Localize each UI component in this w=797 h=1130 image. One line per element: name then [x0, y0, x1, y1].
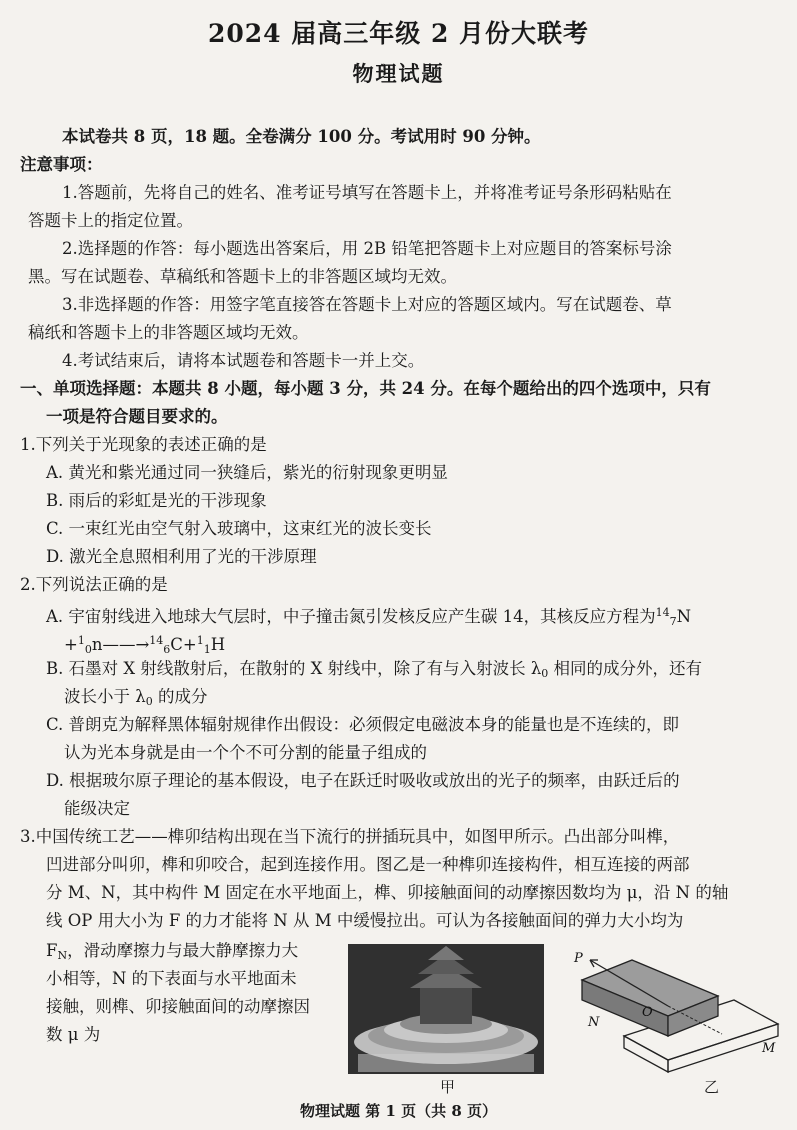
figure-yi-caption: 乙: [704, 1078, 720, 1096]
q1-option-d: D. 激光全息照相利用了光的干涉原理: [46, 547, 317, 566]
notice-item: 4.考试结束后，请将本试题卷和答题卡一并上交。: [62, 351, 425, 370]
notice-heading: 注意事项：: [20, 155, 103, 174]
label-p: P: [574, 951, 583, 966]
q3-line: 小相等，N 的下表面与水平地面未: [46, 969, 297, 988]
q1-option-b: B. 雨后的彩虹是光的干涉现象: [46, 491, 267, 510]
q3-line: 3.中国传统工艺——榫卯结构出现在当下流行的拼插玩具中，如图甲所示。凸出部分叫榫，: [20, 827, 680, 846]
q3-line: 接触，则榫、卯接触面间的动摩擦因: [46, 997, 310, 1016]
q2-option-d-line2: 能级决定: [64, 799, 130, 818]
figure-yi-diagram: [572, 938, 784, 1088]
section-heading: 一、单项选择题：本题共 8 小题，每小题 3 分，共 24 分。在每个题给出的四个选项中，只有: [20, 379, 711, 398]
label-o: O: [642, 1005, 653, 1020]
label-m: M: [762, 1041, 776, 1056]
notice-item: 稿纸和答题卡上的非答题区域均无效。: [28, 323, 309, 342]
figure-jia-caption: 甲: [440, 1078, 456, 1096]
notice-item: 答题卡上的指定位置。: [28, 211, 193, 230]
notice-item: 黑。写在试题卷、草稿纸和答题卡上的非答题区域均无效。: [28, 267, 457, 286]
q1-option-c: C. 一束红光由空气射入玻璃中，这束红光的波长变长: [46, 519, 432, 538]
notice-item: 1.答题前，先将自己的姓名、准考证号填写在答题卡上，并将准考证号条形码粘贴在: [62, 183, 672, 202]
q2-option-d-line1: D. 根据玻尔原子理论的基本假设，电子在跃迁时吸收或放出的光子的频率，由跃迁后的: [46, 771, 680, 790]
figure-jia-photo: [348, 944, 544, 1074]
q2-option-b-line1: B. 石墨对 X 射线散射后，在散射的 X 射线中，除了有与入射波长 $\lambda_0$ 相同的成分外，还有: [46, 659, 703, 680]
q2-option-b-line2: 波长小于 $\lambda_0$ 的成分: [64, 687, 208, 708]
q2-option-c-line2: 认为光本身就是由一个个不可分割的能量子组成的: [64, 743, 427, 762]
q2-option-a-line2: +$^1_0$n——→$^{14}_6$C+$^1_1$H: [64, 634, 226, 656]
q3-line: 分 M、N，其中构件 M 固定在水平地面上，榫、卯接触面间的动摩擦因数均为 μ，沿 N 的轴: [46, 883, 729, 902]
q1-option-a: A. 黄光和紫光通过同一狭缝后，紫光的衍射现象更明显: [46, 463, 448, 482]
exam-title: 2024 届高三年级 2 月份大联考: [207, 19, 590, 48]
exam-subtitle: 物理试题: [352, 61, 445, 86]
notice-item: 2.选择题的作答：每小题选出答案后，用 2B 铅笔把答题卡上对应题目的答案标号涂: [62, 239, 672, 258]
intro-line: 本试卷共 8 页，18 题。全卷满分 100 分。考试用时 90 分钟。: [62, 127, 541, 146]
section-heading-cont: 一项是符合题目要求的。: [46, 407, 228, 426]
label-n: N: [588, 1015, 600, 1030]
q3-line: 凹进部分叫卯，榫和卯咬合，起到连接作用。图乙是一种榫卯连接构件，相互连接的两部: [46, 855, 690, 874]
q1-stem: 1.下列关于光现象的表述正确的是: [20, 435, 267, 454]
q3-line: $F_N$，滑动摩擦力与最大静摩擦力大: [46, 941, 299, 962]
q2-option-c-line1: C. 普朗克为解释黑体辐射规律作出假设：必须假定电磁波本身的能量也是不连续的，即: [46, 715, 680, 734]
q3-line: 线 OP 用大小为 F 的力才能将 N 从 M 中缓慢拉出。可认为各接触面间的弹力大小均为: [46, 911, 684, 930]
notice-item: 3.非选择题的作答：用签字笔直接答在答题卡上对应的答题区域内。写在试题卷、草: [62, 295, 672, 314]
q2-option-a-line1: A. 宇宙射线进入地球大气层时，中子撞击氮引发核反应产生碳 14，其核反应方程为$^{14}_7$N: [46, 606, 692, 628]
q3-line: 数 μ 为: [46, 1025, 101, 1044]
page-footer: 物理试题 第 1 页（共 8 页）: [300, 1102, 497, 1120]
q2-stem: 2.下列说法正确的是: [20, 575, 168, 594]
